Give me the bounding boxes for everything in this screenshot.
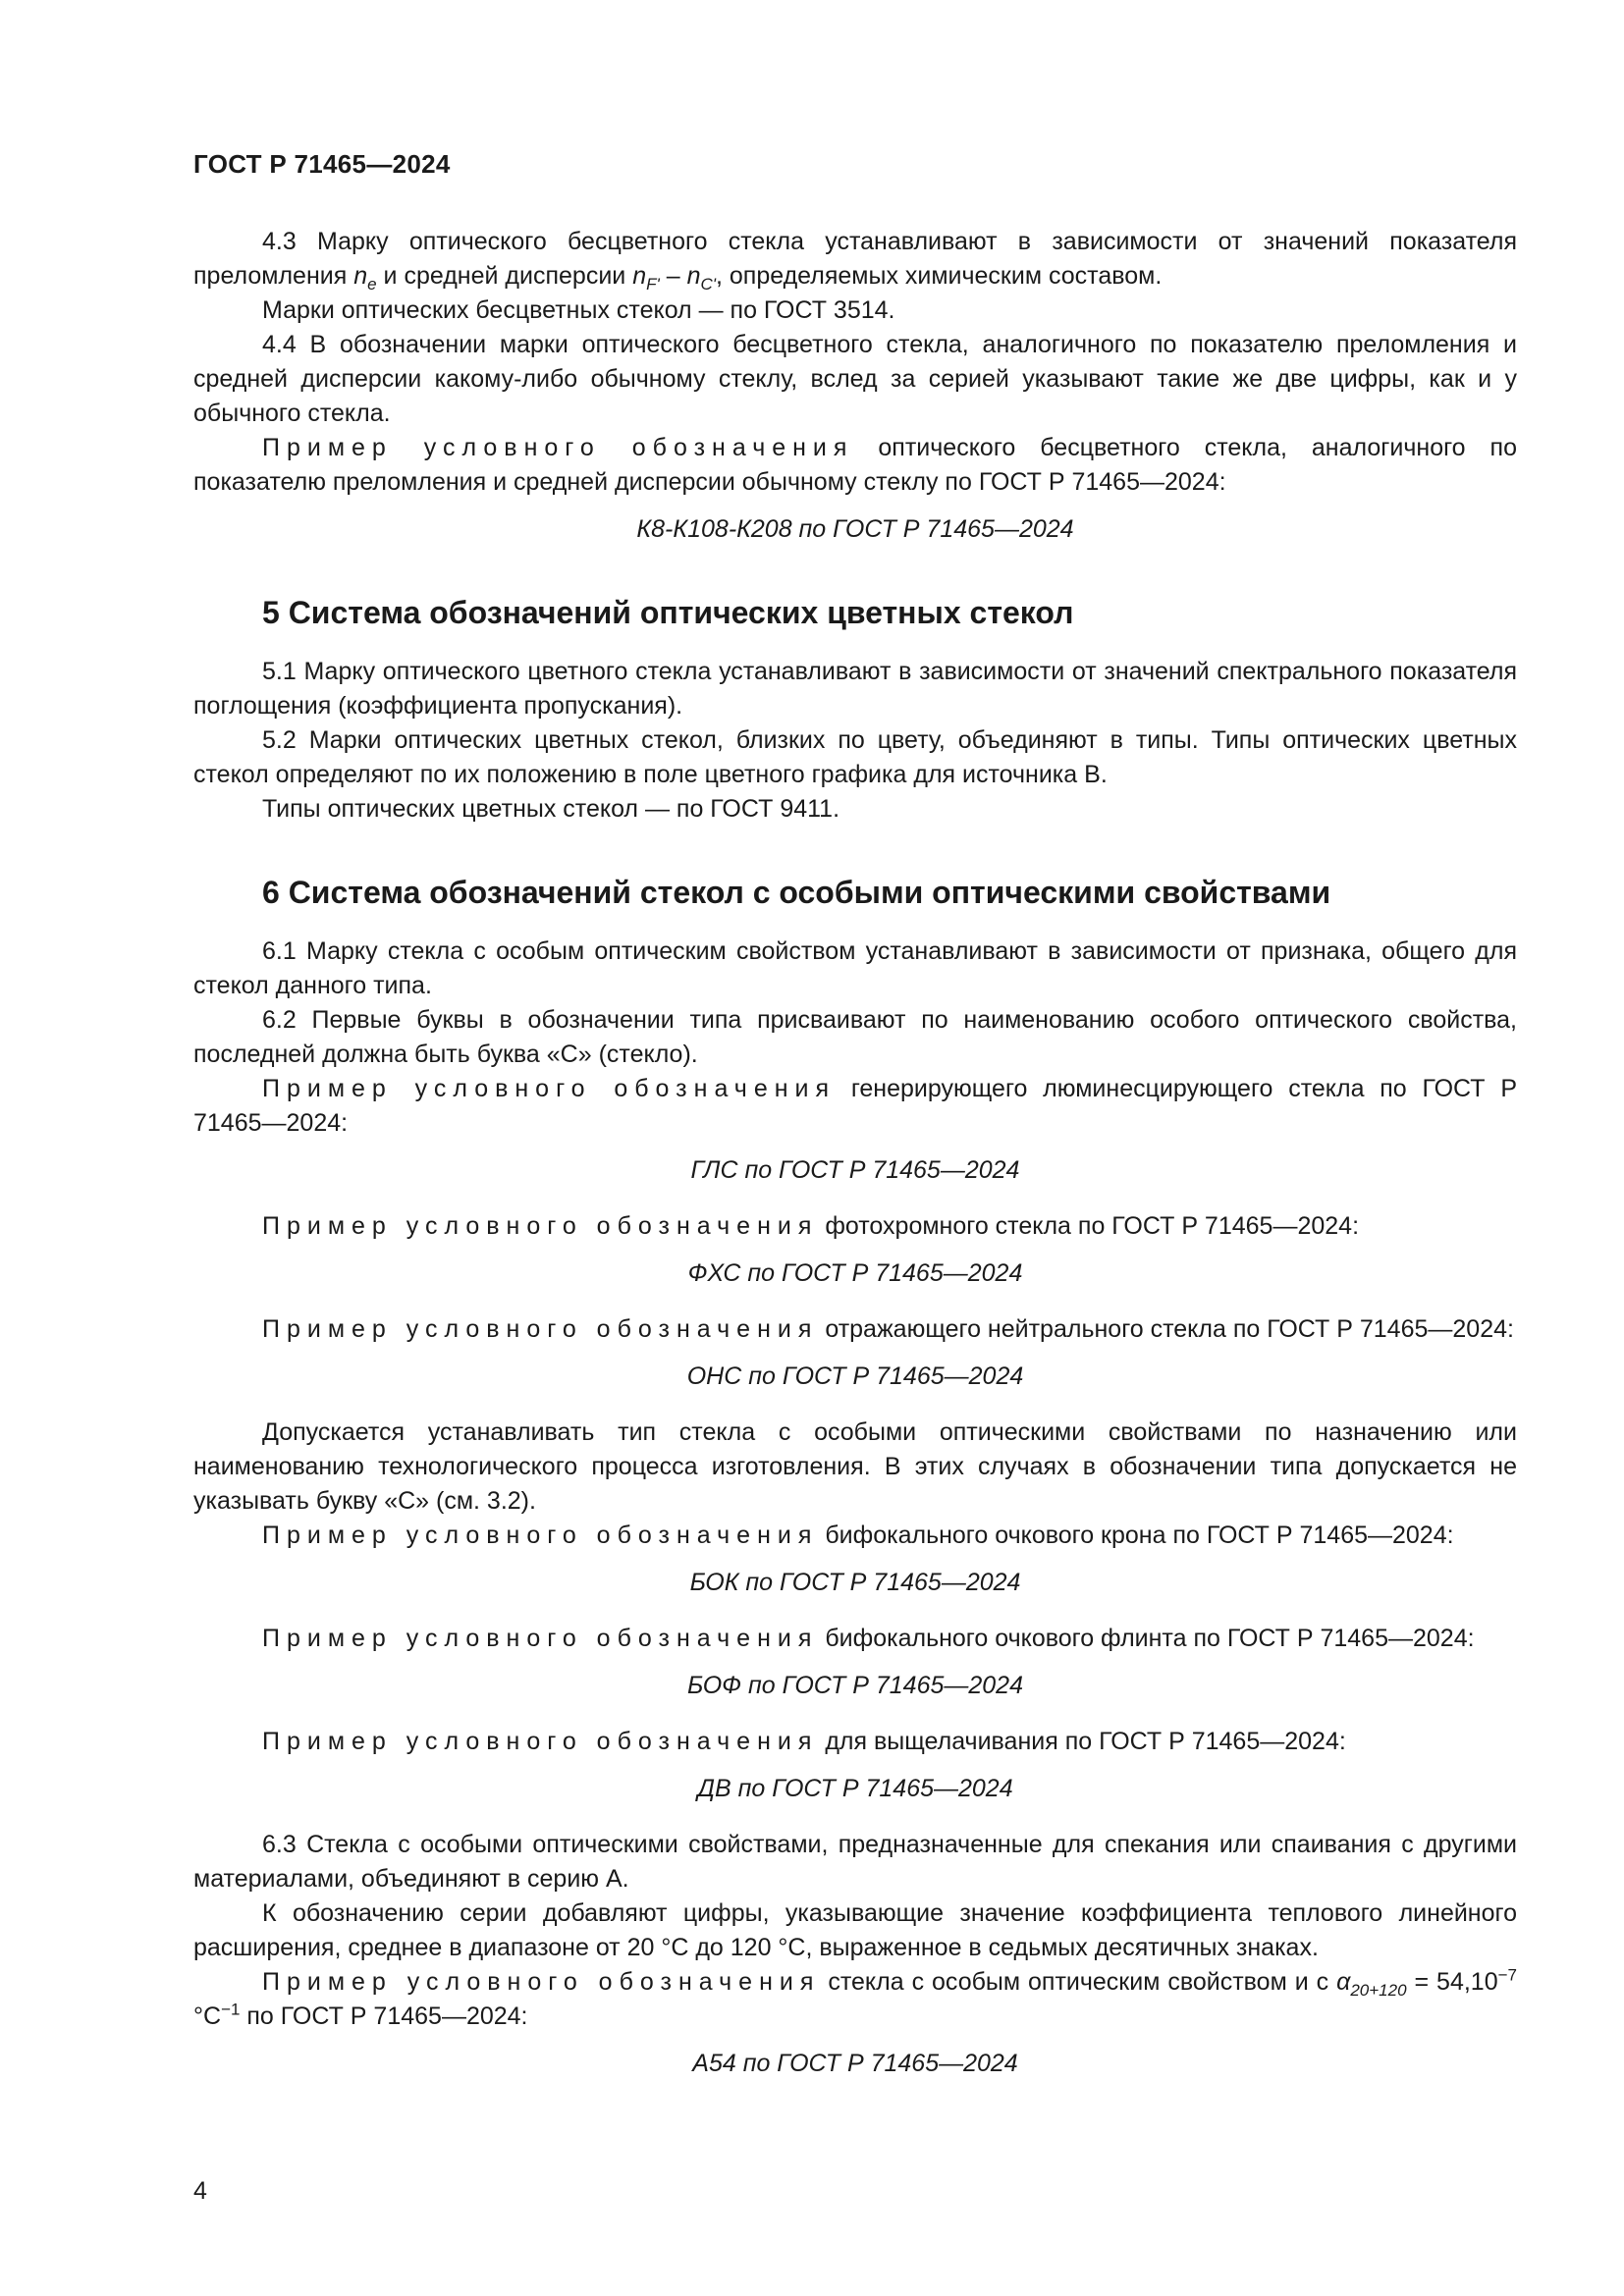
paragraph-4-3-reference: Марки оптических бесцветных стекол — по ГОСТ 3514. bbox=[262, 296, 895, 324]
designation-3: ФХС по ГОСТ Р 71465—2024 bbox=[687, 1259, 1023, 1287]
page-number: 4 bbox=[193, 2177, 207, 2205]
example-label: Пример условного обозначения bbox=[262, 1522, 819, 1549]
example-6 bbox=[193, 1622, 1517, 1656]
example-label: Пример условного обозначения bbox=[262, 1968, 821, 1996]
example-label: Пример условного обозначения bbox=[262, 1212, 819, 1240]
designation-6: БОФ по ГОСТ Р 71465—2024 bbox=[686, 1672, 1023, 1699]
unit-celsius: °С bbox=[193, 2002, 222, 2030]
example-label: Пример условного обозначения bbox=[262, 1728, 819, 1755]
paragraph-4-3 bbox=[193, 225, 1517, 294]
example-1-text: оптического бесцветного стекла, аналогичного по показателю преломления и средней дисперсии обычному стеклу по ГОСТ Р 71465—2024: bbox=[193, 434, 1517, 496]
p43-post: , определяемых химическим составом. bbox=[716, 262, 1163, 290]
example-3 bbox=[193, 1209, 1517, 1244]
paragraph-5-2: 5.2 Марки оптических цветных стекол, близких по цвету, объединяют в типы. Типы оптических цветных стекол определяют по их положению в поле цветного графика для источника В. bbox=[193, 726, 1517, 788]
document-header-title: ГОСТ Р 71465—2024 bbox=[193, 149, 451, 179]
designation-7: ДВ по ГОСТ Р 71465—2024 bbox=[697, 1775, 1013, 1802]
minus-sign: – bbox=[659, 262, 687, 290]
alpha-symbol: $\alpha_{20+120}$ bbox=[1336, 1968, 1407, 2000]
designation-5: БОК по ГОСТ Р 71465—2024 bbox=[689, 1569, 1021, 1596]
paragraph-6-1: 6.1 Марку стекла с особым оптическим свойством устанавливают в зависимости от признака, общего для стекол данного типа. bbox=[193, 937, 1517, 999]
exponent-minus-1: −1 bbox=[221, 2000, 241, 2019]
example-label: Пример условного обозначения bbox=[262, 1315, 819, 1343]
n-c-symbol: $n_{C'}$ bbox=[686, 262, 716, 294]
designation-8: А54 по ГОСТ Р 71465—2024 bbox=[692, 2050, 1018, 2077]
n-f-symbol: $n_{F'}$ bbox=[632, 262, 660, 294]
section-6-heading: 6 Система обозначений стекол с особыми оптическими свойствами bbox=[262, 875, 1331, 910]
example-1 bbox=[193, 431, 1517, 500]
designation-4: ОНС по ГОСТ Р 71465—2024 bbox=[686, 1362, 1024, 1390]
example-5-text: бифокального очкового крона по ГОСТ Р 71465—2024: bbox=[818, 1522, 1454, 1549]
example-3-text: фотохромного стекла по ГОСТ Р 71465—2024: bbox=[818, 1212, 1360, 1240]
example-8-value: = 54,10 bbox=[1406, 1968, 1498, 1996]
example-label: Пример условного обозначения bbox=[262, 1625, 819, 1652]
example-7-text: для выщелачивания по ГОСТ Р 71465—2024: bbox=[818, 1728, 1346, 1755]
paragraph-5-1: 5.1 Марку оптического цветного стекла устанавливают в зависимости от значений спектрального показателя поглощения (коэффициента пропускания). bbox=[193, 658, 1517, 720]
section-5-heading: 5 Система обозначений оптических цветных стекол bbox=[262, 595, 1074, 630]
exponent-minus-7: −7 bbox=[1497, 1965, 1517, 1985]
paragraph-5-2-reference: Типы оптических цветных стекол — по ГОСТ 9411. bbox=[262, 795, 840, 823]
example-6-text: бифокального очкового флинта по ГОСТ Р 71465—2024: bbox=[818, 1625, 1475, 1652]
p43-mid: и средней дисперсии bbox=[376, 262, 633, 290]
paragraph-6-3: 6.3 Стекла с особыми оптическими свойствами, предназначенные для спекания или спаивания с другими материалами, объединяют в серию А. bbox=[193, 1831, 1517, 1893]
example-7 bbox=[193, 1725, 1517, 1759]
example-5 bbox=[193, 1519, 1517, 1553]
example-4 bbox=[193, 1312, 1517, 1347]
example-2-text: генерирующего люминесцирующего стекла по ГОСТ Р 71465—2024: bbox=[193, 1075, 1517, 1137]
designation-1: К8-К108-К208 по ГОСТ Р 71465—2024 bbox=[636, 515, 1074, 543]
example-2 bbox=[193, 1072, 1517, 1141]
paragraph-4-4: 4.4 В обозначении марки оптического бесцветного стекла, аналогичного по показателю преломления и средней дисперсии какому-либо обычному стеклу, вслед за серией указывают такие же две цифры, как и у обычного стекла. bbox=[193, 331, 1517, 427]
example-label: Пример условного обозначения bbox=[262, 434, 854, 461]
paragraph-6-3-digits: К обозначению серии добавляют цифры, указывающие значение коэффициента теплового линейного расширения, среднее в диапазоне от 20 °С до 120 °С, выраженное в седьмых десятичных знаках. bbox=[193, 1899, 1517, 1961]
example-4-text: отражающего нейтрального стекла по ГОСТ Р 71465—2024: bbox=[818, 1315, 1514, 1343]
example-label: Пример условного обозначения bbox=[262, 1075, 837, 1102]
document-body bbox=[193, 225, 1517, 2103]
n-e-symbol: $n_e$ bbox=[353, 262, 377, 294]
example-8-text: стекла с особым оптическим свойством и с bbox=[820, 1968, 1337, 1996]
example-8-tail: по ГОСТ Р 71465—2024: bbox=[240, 2002, 528, 2030]
designation-2: ГЛС по ГОСТ Р 71465—2024 bbox=[690, 1156, 1020, 1184]
paragraph-6-2: 6.2 Первые буквы в обозначении типа присваивают по наименованию особого оптического свойства, последней должна быть буква «С» (стекло). bbox=[193, 1006, 1517, 1068]
example-8 bbox=[193, 1965, 1517, 2034]
paragraph-allowance: Допускается устанавливать тип стекла с особыми оптическими свойствами по назначению или наименованию технологического процесса изготовления. В этих случаях в обозначении типа допускается не указывать букву «С» (см. 3.2). bbox=[193, 1418, 1517, 1515]
p43-pre: 4.3 Марку оптического бесцветного стекла устанавливают в зависимости от значений показателя преломления bbox=[193, 228, 1517, 290]
